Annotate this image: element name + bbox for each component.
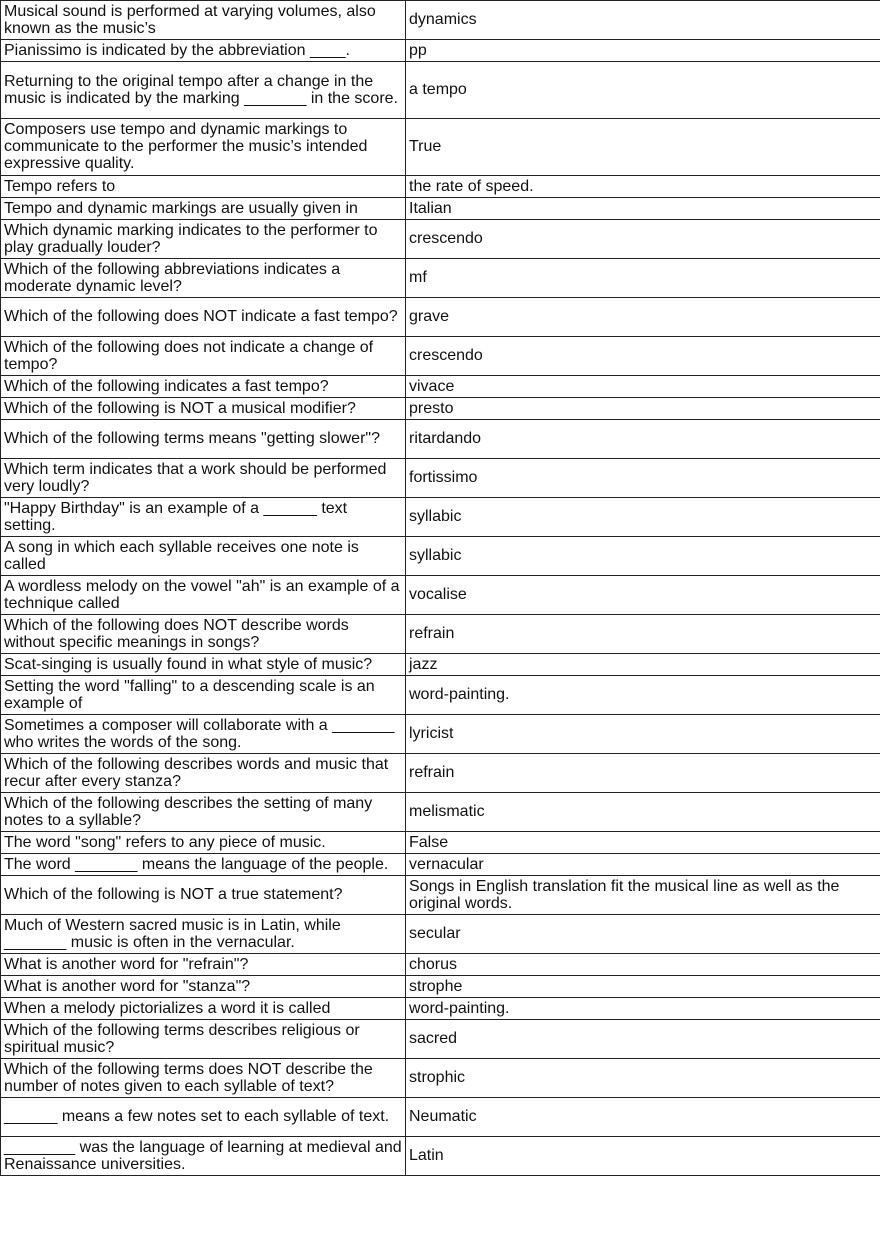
question-cell: The word _______ means the language of the people. [1, 854, 406, 876]
answer-cell: dynamics [406, 1, 880, 40]
question-cell: Which of the following terms does NOT describe the number of notes given to each syllable of text? [1, 1059, 406, 1098]
table-row [1, 876, 880, 915]
answer-cell: Latin [406, 1137, 880, 1176]
answer-cell: the rate of speed. [406, 176, 880, 198]
question-cell: Which dynamic marking indicates to the performer to play gradually louder? [1, 220, 406, 259]
answer-cell: Neumatic [406, 1098, 880, 1137]
table-row [1, 62, 880, 119]
table-row [1, 498, 880, 537]
answer-cell: word-painting. [406, 998, 880, 1020]
question-cell: Which of the following does NOT indicate a fast tempo? [1, 298, 406, 337]
question-cell: A song in which each syllable receives one note is called [1, 537, 406, 576]
answer-cell: jazz [406, 654, 880, 676]
table-row [1, 1020, 880, 1059]
table-row [1, 376, 880, 398]
table-row [1, 337, 880, 376]
question-cell: Which of the following describes the setting of many notes to a syllable? [1, 793, 406, 832]
answer-cell: ritardando [406, 420, 880, 459]
table-row [1, 715, 880, 754]
table-row [1, 998, 880, 1020]
table-row [1, 420, 880, 459]
answer-cell: mf [406, 259, 880, 298]
answer-cell: syllabic [406, 537, 880, 576]
table-row [1, 1098, 880, 1137]
answer-cell: strophic [406, 1059, 880, 1098]
question-cell: Returning to the original tempo after a change in the music is indicated by the marking _______ in the score. [1, 62, 406, 119]
answer-cell: refrain [406, 754, 880, 793]
question-cell: Much of Western sacred music is in Latin, while _______ music is often in the vernacular. [1, 915, 406, 954]
question-cell: Tempo refers to [1, 176, 406, 198]
table-row [1, 915, 880, 954]
question-cell: ______ means a few notes set to each syllable of text. [1, 1098, 406, 1137]
answer-cell: chorus [406, 954, 880, 976]
question-cell: Setting the word "falling" to a descending scale is an example of [1, 676, 406, 715]
answer-cell: strophe [406, 976, 880, 998]
question-cell: Sometimes a composer will collaborate with a _______ who writes the words of the song. [1, 715, 406, 754]
answer-cell: sacred [406, 1020, 880, 1059]
table-row [1, 854, 880, 876]
question-cell: A wordless melody on the vowel "ah" is an example of a technique called [1, 576, 406, 615]
table-row [1, 259, 880, 298]
question-cell: Scat-singing is usually found in what style of music? [1, 654, 406, 676]
answer-cell: crescendo [406, 220, 880, 259]
answer-cell: presto [406, 398, 880, 420]
table-row [1, 793, 880, 832]
table-row [1, 754, 880, 793]
answer-cell: Songs in English translation fit the musical line as well as the original words. [406, 876, 880, 915]
table-row [1, 1, 880, 40]
question-cell: Tempo and dynamic markings are usually given in [1, 198, 406, 220]
answer-cell: word-painting. [406, 676, 880, 715]
table-row [1, 676, 880, 715]
answer-cell: lyricist [406, 715, 880, 754]
table-row [1, 198, 880, 220]
question-cell: Composers use tempo and dynamic markings to communicate to the performer the music’s intended expressive quality. [1, 119, 406, 176]
table-row [1, 576, 880, 615]
table-row [1, 537, 880, 576]
table-row [1, 398, 880, 420]
answer-cell: crescendo [406, 337, 880, 376]
question-cell: ________ was the language of learning at medieval and Renaissance universities. [1, 1137, 406, 1176]
table-row [1, 459, 880, 498]
question-cell: The word "song" refers to any piece of music. [1, 832, 406, 854]
question-cell: Which of the following abbreviations indicates a moderate dynamic level? [1, 259, 406, 298]
question-cell: Which of the following terms means "getting slower"? [1, 420, 406, 459]
table-row [1, 976, 880, 998]
table-row [1, 40, 880, 62]
question-cell: When a melody pictorializes a word it is called [1, 998, 406, 1020]
answer-cell: grave [406, 298, 880, 337]
flashcard-table-body [1, 1, 880, 1176]
question-cell: Which of the following is NOT a true statement? [1, 876, 406, 915]
question-cell: "Happy Birthday" is an example of a ______ text setting. [1, 498, 406, 537]
answer-cell: vernacular [406, 854, 880, 876]
question-cell: Which of the following describes words and music that recur after every stanza? [1, 754, 406, 793]
question-cell: Musical sound is performed at varying volumes, also known as the music’s [1, 1, 406, 40]
answer-cell: vocalise [406, 576, 880, 615]
question-cell: Which of the following indicates a fast tempo? [1, 376, 406, 398]
answer-cell: Italian [406, 198, 880, 220]
answer-cell: fortissimo [406, 459, 880, 498]
answer-cell: False [406, 832, 880, 854]
answer-cell: melismatic [406, 793, 880, 832]
question-cell: What is another word for "stanza"? [1, 976, 406, 998]
question-cell: Which of the following does not indicate a change of tempo? [1, 337, 406, 376]
answer-cell: True [406, 119, 880, 176]
question-cell: Which of the following does NOT describe words without specific meanings in songs? [1, 615, 406, 654]
table-row [1, 954, 880, 976]
table-row [1, 615, 880, 654]
table-row [1, 298, 880, 337]
answer-cell: syllabic [406, 498, 880, 537]
table-row [1, 1059, 880, 1098]
table-row [1, 654, 880, 676]
question-cell: What is another word for "refrain"? [1, 954, 406, 976]
question-cell: Which of the following is NOT a musical modifier? [1, 398, 406, 420]
answer-cell: secular [406, 915, 880, 954]
question-cell: Which term indicates that a work should be performed very loudly? [1, 459, 406, 498]
answer-cell: pp [406, 40, 880, 62]
answer-cell: vivace [406, 376, 880, 398]
question-cell: Pianissimo is indicated by the abbreviation ____. [1, 40, 406, 62]
table-row [1, 220, 880, 259]
table-row [1, 832, 880, 854]
question-cell: Which of the following terms describes religious or spiritual music? [1, 1020, 406, 1059]
answer-cell: a tempo [406, 62, 880, 119]
table-row [1, 119, 880, 176]
answer-cell: refrain [406, 615, 880, 654]
table-row [1, 176, 880, 198]
table-row [1, 1137, 880, 1176]
